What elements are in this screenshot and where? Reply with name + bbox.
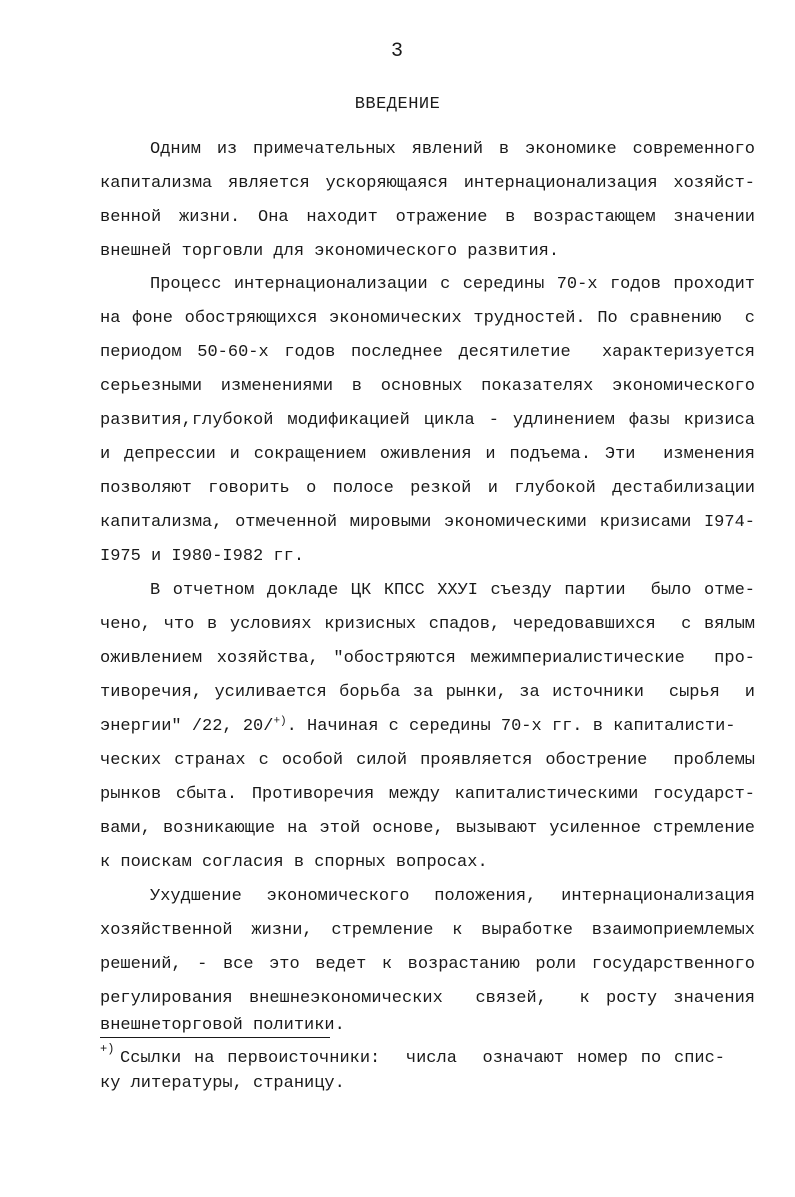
text-line: на фоне обостряющихся экономических трудностей. По сравнению с <box>100 309 755 328</box>
footnote-text: ку литературы, страницу. <box>100 1074 345 1093</box>
text-line: Процесс интернационализации с середины 70-х годов проходит <box>150 275 755 294</box>
text-segment: энергии" /22, 20/ <box>100 717 274 736</box>
text-line: чено, что в условиях кризисных спадов, чередовавшихся с вялым <box>100 615 755 634</box>
text-line: позволяют говорить о полосе резкой и глубокой дестабилизации <box>100 479 755 498</box>
text-line: периодом 50-60-х годов последнее десятилетие характеризуется <box>100 343 755 362</box>
footnote-mark: +) <box>100 1042 115 1056</box>
text-line: В отчетном докладе ЦК КПСС ХХУI съезду партии было отме- <box>150 581 755 600</box>
text-line <box>100 716 755 738</box>
text-line: внешнеторговой политики. <box>100 1016 345 1035</box>
footnote-divider <box>100 1037 330 1038</box>
footnote-text: Ссылки на первоисточники: числа означают номер по спис- <box>120 1049 725 1068</box>
footnote-reference: +) <box>273 715 287 728</box>
text-line: к поискам согласия в спорных вопросах. <box>100 853 488 872</box>
text-line: и депрессии и сокращением оживления и подъема. Эти изменения <box>100 445 755 464</box>
text-line: капитализма является ускоряющаяся интернационализация хозяйст- <box>100 174 755 193</box>
text-line: внешней торговли для экономического развития. <box>100 242 560 261</box>
text-line: хозяйственной жизни, стремление к выработке взаимоприемлемых <box>100 921 755 940</box>
text-line: тиворечия, усиливается борьба за рынки, за источники сырья и <box>100 683 755 702</box>
page-title: ВВЕДЕНИЕ <box>354 95 441 114</box>
text-line: Ухудшение экономического положения, интернационализация <box>150 887 755 906</box>
page-number: 3 <box>390 40 404 63</box>
text-line: решений, - все это ведет к возрастанию роли государственного <box>100 955 755 974</box>
text-line: ческих странах с особой силой проявляется обострение проблемы <box>100 751 755 770</box>
text-line: регулирования внешнеэкономических связей, к росту значения <box>100 989 755 1008</box>
text-line: серьезными изменениями в основных показателях экономического <box>100 377 755 396</box>
text-line: развития,глубокой модификацией цикла - удлинением фазы кризиса <box>100 411 755 430</box>
text-line: капитализма, отмеченной мировыми экономическими кризисами I974- <box>100 513 755 532</box>
text-segment: . Начиная с середины 70-х гг. в капиталисти- <box>286 717 736 736</box>
text-line: венной жизни. Она находит отражение в возрастающем значении <box>100 208 755 227</box>
text-line: I975 и I980-I982 гг. <box>100 547 305 566</box>
text-line: вами, возникающие на этой основе, вызывают усиленное стремление <box>100 819 755 838</box>
text-line: Одним из примечательных явлений в экономике современного <box>150 140 755 159</box>
text-line: рынков сбыта. Противоречия между капиталистическими государст- <box>100 785 755 804</box>
text-line: оживлением хозяйства, "обостряются межимпериалистические про- <box>100 649 755 668</box>
